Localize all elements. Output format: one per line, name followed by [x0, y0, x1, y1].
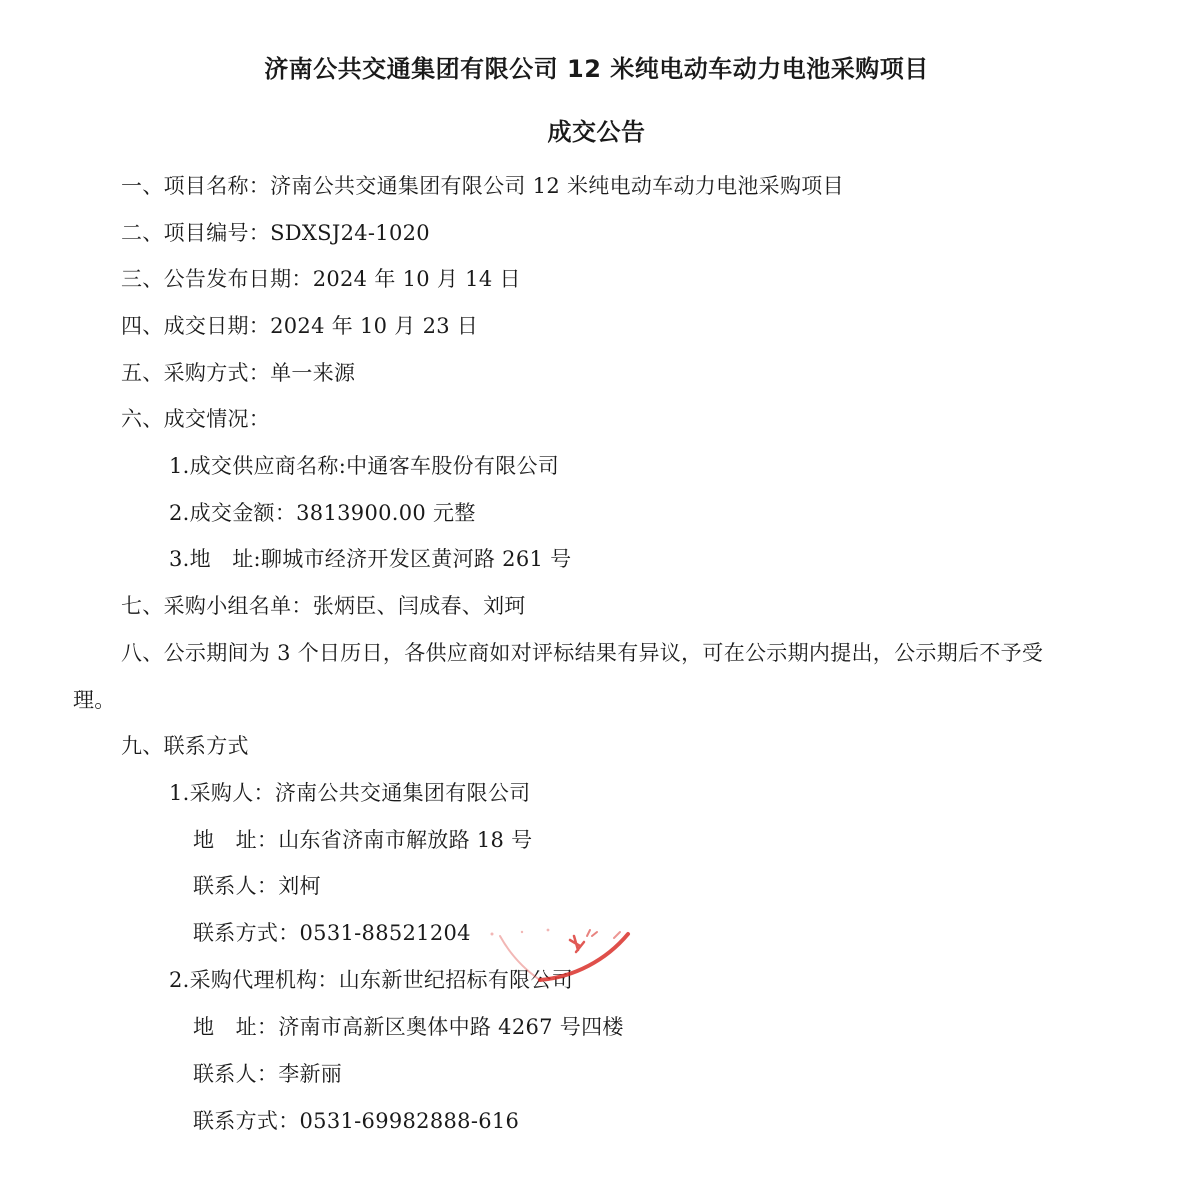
document-subtitle: 成交公告: [547, 118, 646, 146]
buyer-address: 地 址：山东省济南市解放路 18 号: [193, 828, 533, 852]
objection-notice: 八、公示期间为 3 个日历日，各供应商如对评标结果有异议，可在公示期内提出，公示期后不予受: [121, 641, 1044, 665]
deal-supplier: 1.成交供应商名称:中通客车股份有限公司: [169, 454, 560, 478]
project-name: 一、项目名称：济南公共交通集团有限公司 12 米纯电动车动力电池采购项目: [121, 174, 844, 198]
procurement-group: 七、采购小组名单：张炳臣、闫成春、刘珂: [121, 594, 526, 618]
document-title: 济南公共交通集团有限公司 12 米纯电动车动力电池采购项目: [264, 55, 929, 83]
agency-name: 2.采购代理机构：山东新世纪招标有限公司: [169, 968, 574, 992]
contact-heading: 九、联系方式: [121, 734, 249, 758]
agency-contact: 联系人：李新丽: [193, 1062, 343, 1086]
procurement-method: 五、采购方式：单一来源: [121, 361, 356, 385]
buyer-phone: 联系方式：0531-88521204: [193, 921, 471, 945]
project-number: 二、项目编号：SDXSJ24-1020: [121, 221, 430, 245]
supplier-address: 3.地 址:聊城市经济开发区黄河路 261 号: [169, 547, 572, 571]
buyer-name: 1.采购人：济南公共交通集团有限公司: [169, 781, 531, 805]
agency-address: 地 址：济南市高新区奥体中路 4267 号四楼: [193, 1015, 624, 1039]
deal-info-heading: 六、成交情况：: [121, 407, 271, 431]
deal-amount: 2.成交金额：3813900.00 元整: [169, 501, 476, 525]
agency-phone: 联系方式：0531-69982888-616: [193, 1109, 520, 1133]
publish-date: 三、公告发布日期：2024 年 10 月 14 日: [121, 267, 521, 291]
deal-date: 四、成交日期：2024 年 10 月 23 日: [121, 314, 479, 338]
objection-notice-continued: 理。: [73, 688, 116, 712]
buyer-contact: 联系人：刘柯: [193, 874, 321, 898]
